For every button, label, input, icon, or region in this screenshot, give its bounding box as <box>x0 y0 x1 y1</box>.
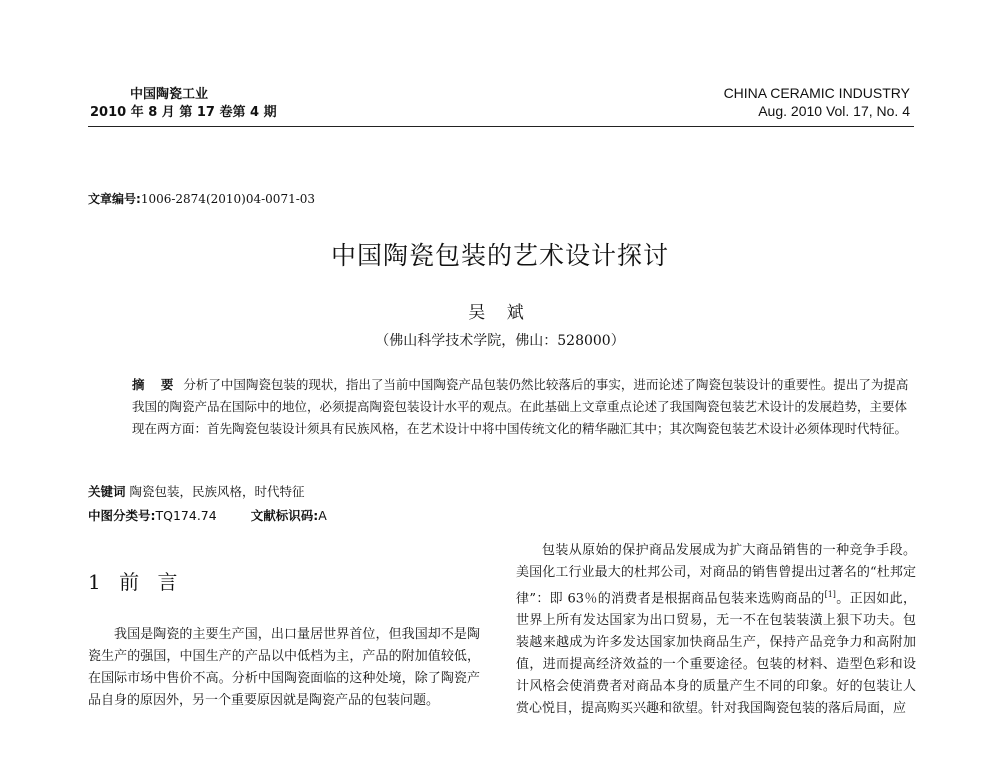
paragraph <box>516 540 916 720</box>
article-number-label: 文章编号: <box>88 192 141 206</box>
keywords-label: 关键词 <box>88 484 126 499</box>
body-left-column <box>88 624 480 712</box>
author-name: 吴 斌 <box>468 303 532 323</box>
article-number <box>88 190 315 207</box>
paragraph: 我国是陶瓷的主要生产国，出口量居世界首位，但我国却不是陶瓷生产的强国，中国生产的产品以中低档为主，产品的附加值较低，在国际市场中售价不高。分析中国陶瓷面临的这种处境，除了陶瓷产品自身的原因外，另一个重要原因就是陶瓷产品的包装问题。 <box>88 627 480 708</box>
journal-header-en <box>724 84 910 120</box>
reference-mark: [1] <box>824 590 836 599</box>
abstract-text: 分析了中国陶瓷包装的现状，指出了当前中国陶瓷产品包装仍然比较落后的事实，进而论述了陶瓷包装设计的重要性。提出了为提高我国的陶瓷产品在国际中的地位，必须提高陶瓷包装设计水平的观点。在此基础上文章重点论述了我国陶瓷包装艺术设计的发展趋势，主要体现在两方面：首先陶瓷包装设计须具有民族风格，在艺术设计中将中国传统文化的精华融汇其中；其次陶瓷包装艺术设计必须体现时代特征。 <box>132 377 909 436</box>
section-title: 前 言 <box>119 570 184 594</box>
abstract-label: 摘 要 <box>132 377 180 392</box>
clc-label: 中图分类号: <box>88 508 156 523</box>
abstract-block <box>88 374 914 440</box>
clc-value: TQ174.74 <box>155 508 217 523</box>
journal-header-cn <box>90 86 350 122</box>
journal-name-en: CHINA CERAMIC INDUSTRY <box>723 85 910 101</box>
section-number: 1 <box>88 570 107 594</box>
classification-line <box>88 506 327 524</box>
keywords <box>88 482 305 500</box>
paragraph-text-a: 包装从原始的保护商品发展成为扩大商品销售的一种竞争手段。美国化工行业最大的杜邦公司，对商品的销售曾提出过著名的“杜邦定律”：即 63％的消费者是根据商品包装来选购商品的 <box>516 543 916 607</box>
doc-code-label: 文献标识码: <box>250 508 319 523</box>
section-heading <box>88 566 183 595</box>
paper-title: 中国陶瓷包装的艺术设计探讨 <box>330 241 669 270</box>
body-right-column <box>516 540 916 720</box>
header-divider <box>88 126 914 127</box>
keywords-text: 陶瓷包装，民族风格，时代特征 <box>129 484 305 499</box>
doc-code-value: A <box>318 508 327 523</box>
author-affiliation: （佛山科学技术学院，佛山：528000） <box>375 333 625 349</box>
article-number-value: 1006-2874(2010)04-0071-03 <box>140 192 316 206</box>
journal-name-cn: 中国陶瓷工业 <box>130 87 209 102</box>
issue-info-en: Aug. 2010 Vol. 17, No. 4 <box>758 103 910 119</box>
paragraph-text-b: 。正因如此，世界上所有发达国家为出口贸易，无一不在包装装潢上狠下功夫。包装越来越成为许多发达国家加快商品生产，保持产品竞争力和高附加值，进而提高经济效益的一个重要途径。包装的材料、造型色彩和设计风格会使消费者对商品本身的质量产生不同的印象。好的包装让人赏心悦目，提高购买兴趣和欲望。针对我国陶瓷包装的落后局面，应 <box>516 591 916 717</box>
issue-info-cn: 2010 年 8 月 第 17 卷第 4 期 <box>90 105 277 120</box>
